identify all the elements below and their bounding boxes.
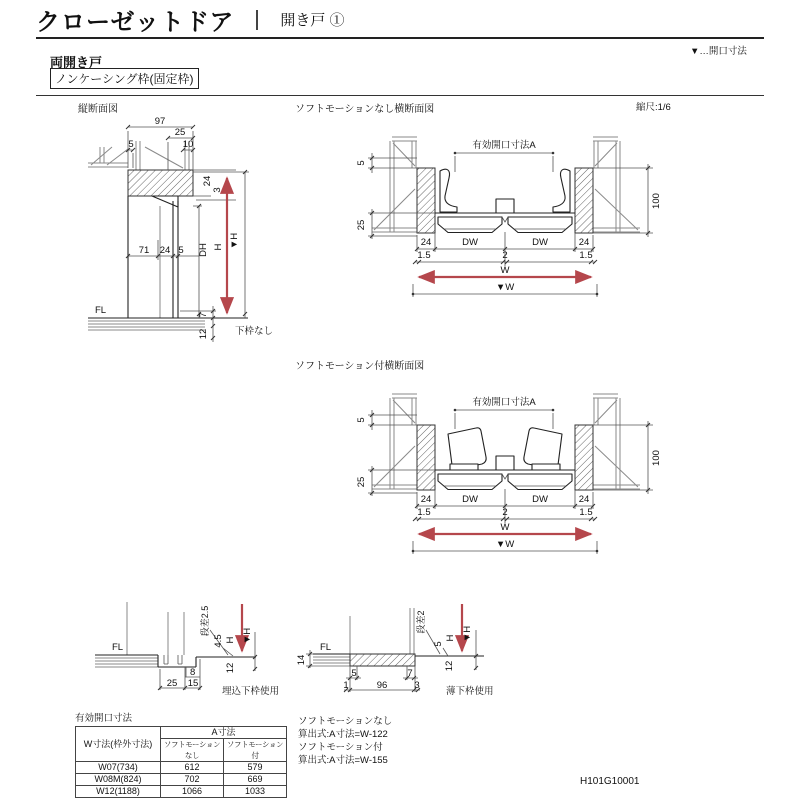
cell-a-with: 579 bbox=[224, 762, 287, 774]
thin-sill-note: 薄下枠使用 bbox=[446, 686, 494, 697]
cell-w: W08M(824) bbox=[76, 774, 161, 786]
thin-sill-frame bbox=[350, 654, 415, 666]
dim-100: 100 bbox=[651, 193, 662, 209]
dim-4-5: 4.5 bbox=[213, 634, 224, 648]
left-hinge-foot bbox=[450, 464, 478, 470]
formula-line: ソフトモーションなし bbox=[298, 716, 393, 727]
center-stopper bbox=[496, 199, 514, 213]
table-row bbox=[76, 786, 287, 798]
dim-dw: DW bbox=[532, 494, 548, 505]
dim-h: H bbox=[213, 243, 224, 251]
hsection1-drawing bbox=[356, 137, 662, 297]
dim-open-w: ▼W bbox=[495, 282, 515, 293]
dim-10: 10 bbox=[182, 139, 194, 150]
dim-1: 1 bbox=[343, 680, 349, 691]
left-softmotion-hinge bbox=[448, 428, 486, 469]
dim-1-5: 1.5 bbox=[417, 250, 431, 261]
floor-level-label: FL bbox=[112, 642, 124, 653]
effective-opening-block bbox=[75, 710, 287, 798]
step-label: 段差2.5 bbox=[200, 605, 210, 637]
dim-15: 15 bbox=[187, 678, 199, 689]
dim-24: 24 bbox=[202, 175, 213, 187]
effective-opening-table bbox=[75, 726, 287, 798]
dim-24: 24 bbox=[420, 494, 432, 505]
vertical-section-drawing bbox=[88, 116, 273, 342]
floor-level-label: FL bbox=[320, 642, 332, 653]
hsection2-title: ソフトモーション付横断面図 bbox=[295, 361, 425, 372]
dim-24: 24 bbox=[578, 237, 590, 248]
dim-5: 5 bbox=[128, 139, 134, 150]
dim-2: 2 bbox=[502, 507, 508, 518]
left-hinge bbox=[440, 169, 457, 212]
detail-thin-sill-drawing bbox=[296, 604, 494, 697]
dim-71: 71 bbox=[138, 245, 150, 256]
dim-2: 2 bbox=[502, 250, 508, 261]
dim-3: 3 bbox=[414, 680, 420, 691]
dim-open-w: ▼W bbox=[495, 539, 515, 550]
frame-type-label: ノンケーシング枠(固定枠) bbox=[50, 68, 199, 89]
dim-w: W bbox=[500, 265, 510, 276]
dim-25: 25 bbox=[166, 678, 178, 689]
vertical-section-title: 縦断面図 bbox=[78, 104, 118, 115]
floor-level-label: FL bbox=[95, 305, 107, 316]
dim-3: 3 bbox=[212, 187, 223, 193]
col-header-with: ソフトモーション付 bbox=[224, 739, 287, 762]
dim-7: 7 bbox=[407, 668, 413, 679]
header-category: 開き戸 ① bbox=[280, 12, 345, 29]
col-header-none: ソフトモーションなし bbox=[161, 739, 224, 762]
right-door-leaf bbox=[508, 217, 572, 233]
dim-open-h: ▼H bbox=[462, 625, 473, 643]
dim-5b: 5 bbox=[351, 668, 357, 679]
dim-14: 14 bbox=[296, 654, 307, 666]
dim-12: 12 bbox=[225, 662, 236, 674]
cell-a-none: 612 bbox=[161, 762, 224, 774]
cell-a-with: 669 bbox=[224, 774, 287, 786]
cell-a-none: 702 bbox=[161, 774, 224, 786]
page-title: クローゼットドア bbox=[36, 9, 235, 36]
dim-h: H bbox=[445, 634, 456, 642]
dim-5b: 5 bbox=[178, 245, 184, 256]
table-row bbox=[76, 774, 287, 786]
dim-24: 24 bbox=[420, 237, 432, 248]
right-door-leaf bbox=[508, 474, 572, 490]
dim-96: 96 bbox=[376, 680, 388, 691]
dim-5: 5 bbox=[356, 417, 367, 423]
right-jamb bbox=[575, 168, 593, 233]
cell-a-none: 1066 bbox=[161, 786, 224, 798]
dim-dw: DW bbox=[462, 494, 478, 505]
door-type-label: 両開き戸 bbox=[50, 55, 103, 70]
no-sill-note: 下枠なし bbox=[235, 326, 274, 337]
dim-w: W bbox=[500, 522, 510, 533]
formula-notes bbox=[298, 715, 392, 767]
hsection1-title: ソフトモーションなし横断面図 bbox=[295, 104, 435, 115]
right-hinge-foot bbox=[532, 464, 560, 470]
formula-line: 算出式:A寸法=W-122 bbox=[298, 729, 388, 740]
door-stop-wedge bbox=[152, 196, 178, 207]
table-title: 有効開口寸法 bbox=[75, 713, 133, 724]
dim-dw: DW bbox=[462, 237, 478, 248]
dim-12: 12 bbox=[198, 328, 209, 340]
detail-recessed-sill-drawing bbox=[95, 602, 279, 697]
left-jamb bbox=[417, 425, 435, 490]
formula-line: ソフトモーション付 bbox=[298, 742, 383, 753]
dim-open-h: ▼H bbox=[229, 232, 240, 250]
dim-dw: DW bbox=[532, 237, 548, 248]
dim-24: 24 bbox=[578, 494, 590, 505]
dim-12: 12 bbox=[444, 660, 455, 672]
dim-25: 25 bbox=[356, 476, 367, 488]
cell-w: W12(1188) bbox=[76, 786, 161, 798]
right-softmotion-hinge bbox=[524, 428, 562, 469]
dim-8: 8 bbox=[190, 667, 196, 678]
dim-97: 97 bbox=[154, 116, 166, 127]
cell-w: W07(734) bbox=[76, 762, 161, 774]
left-door-leaf bbox=[438, 217, 502, 233]
dim-5: 5 bbox=[433, 641, 444, 647]
right-jamb bbox=[575, 425, 593, 490]
dim-1-5: 1.5 bbox=[579, 250, 593, 261]
formula-line: 算出式:A寸法=W-155 bbox=[298, 755, 388, 766]
dim-25: 25 bbox=[174, 127, 186, 138]
table-row bbox=[76, 762, 287, 774]
left-jamb bbox=[417, 168, 435, 233]
recessed-sill-note: 埋込下枠使用 bbox=[222, 686, 280, 697]
dim-h: H bbox=[225, 636, 236, 644]
opening-legend: ▼…開口寸法 bbox=[690, 46, 747, 57]
dim-5: 5 bbox=[356, 160, 367, 166]
scale-label: 縮尺:1/6 bbox=[636, 102, 671, 113]
effective-opening-label: 有効開口寸法A bbox=[472, 397, 536, 408]
step-label: 段差2 bbox=[416, 610, 426, 634]
document-number: H101G10001 bbox=[580, 776, 640, 787]
dim-25: 25 bbox=[356, 219, 367, 231]
right-hinge bbox=[553, 169, 570, 212]
dim-1-5: 1.5 bbox=[579, 507, 593, 518]
dim-24b: 24 bbox=[159, 245, 171, 256]
cell-a-with: 1033 bbox=[224, 786, 287, 798]
left-door-leaf bbox=[438, 474, 502, 490]
dim-open-h: ▼H bbox=[242, 627, 253, 645]
lintel-frame bbox=[128, 170, 193, 196]
effective-opening-label: 有効開口寸法A bbox=[472, 140, 536, 151]
center-stopper bbox=[496, 456, 514, 470]
dim-7: 7 bbox=[198, 312, 209, 318]
hsection2-drawing bbox=[356, 394, 662, 554]
col-header-a: A寸法 bbox=[161, 727, 287, 739]
dim-dh: DH bbox=[198, 243, 209, 257]
dim-1-5: 1.5 bbox=[417, 507, 431, 518]
dim-100: 100 bbox=[651, 450, 662, 466]
col-header-w: W寸法(枠外寸法) bbox=[76, 727, 161, 762]
